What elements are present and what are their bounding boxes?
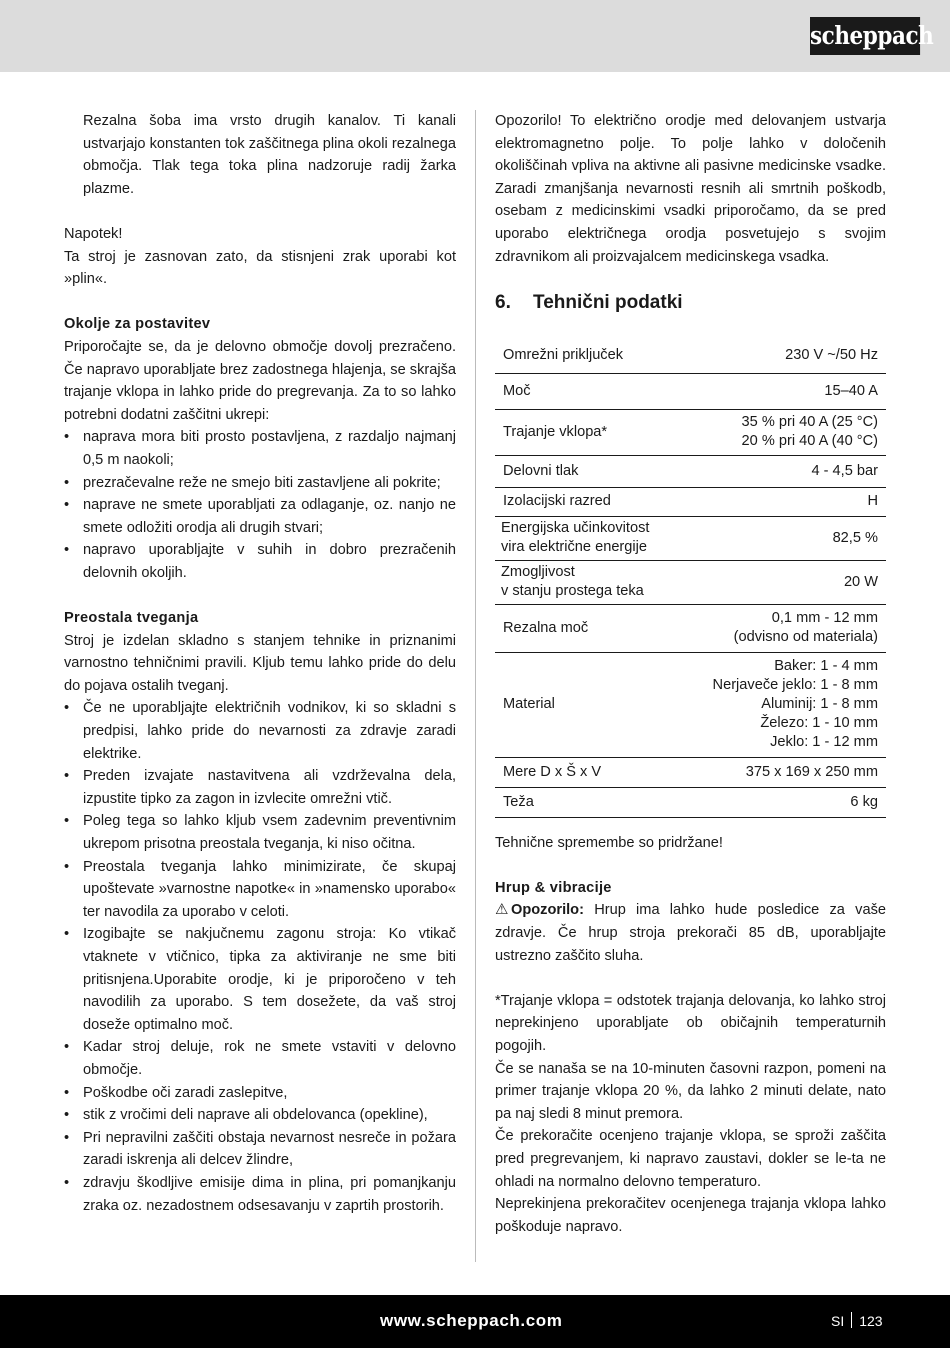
list-item: • Izogibajte se nakjučnemu zagonu stroja: Ko vtikač vtaknete v vtičnico, tipka za aktiviranje ne sme biti pritisnjena.Uporabite orodje, ki je priporočeno v teh navodilih za uporabo. S tem dosežete, da vaš stroj doseže optimalno moč.: [64, 923, 456, 1036]
list-item: • naprava mora biti prosto postavljena, z razdaljo najmanj 0,5 m naokoli;: [64, 426, 456, 471]
list-item: • stik z vročimi deli naprave ali obdelovanca (opekline),: [64, 1104, 456, 1127]
spec-label: Mere D x Š x V: [495, 757, 679, 787]
duty-cycle-paragraph: Če se nanaša se na 10-minuten časovni razpon, pomeni na primer trajanje vklopa 20 %, da lahko 2 minuti delate, nato pa naj sledi 8 minut premora.: [495, 1060, 886, 1122]
section-title: Tehnični podatki: [533, 292, 683, 314]
language-code: SI: [831, 1313, 845, 1329]
list-item: • napravo uporabljajte v suhih in dobro prezračenih delovnih okoljih.: [64, 539, 456, 584]
spec-label: Energijska učinkovitost vira električne energije: [495, 516, 679, 560]
table-row: [495, 604, 886, 652]
spec-value: 35 % pri 40 A (25 °C) 20 % pri 40 A (40 °C): [679, 409, 886, 455]
left-column: [64, 110, 456, 1217]
duty-cycle-paragraph: Če prekoračite ocenjeno trajanje vklopa, se sproži zaščita pred pregrevanjem, ki napravo zaustavi, dokler se le-ta ne ohladi na normalno delovno temperaturo.: [495, 1128, 886, 1190]
noise-warning: ⚠ Opozorilo: Hrup ima lahko hude posledice za vaše zdravje. Če hrup stroja prekorači 85 dB, uporabljajte ustrezno zaščito sluha.: [495, 901, 886, 964]
table-row: [495, 455, 886, 487]
spec-label: Izolacijski razred: [495, 487, 679, 516]
list-item: • Kadar stroj deluje, rok ne smete vstaviti v delovno območje.: [64, 1036, 456, 1081]
spec-label: Material: [495, 652, 679, 757]
spec-value: 375 x 169 x 250 mm: [679, 757, 886, 787]
table-row: [495, 652, 886, 757]
list-item: • Poškodbe oči zaradi zaslepitve,: [64, 1082, 456, 1105]
brand-logo: scheppach: [810, 17, 920, 55]
list-item: • prezračevalne reže ne smejo biti zastavljene ali pokrite;: [64, 472, 456, 495]
residual-risks-text: Stroj je izdelan skladno s stanjem tehnike in priznanimi varnostno tehničnimi pravili. Kljub temu lahko pride do delu do pojava ostalih tveganj.: [64, 632, 456, 694]
spec-value: 6 kg: [679, 787, 886, 817]
page-number: 123: [859, 1313, 883, 1329]
list-item: • Če ne uporabljajte električnih vodnikov, ki so skladni s predpisi, lahko pride do nevarnosti za zdravje zaradi elektrike.: [64, 697, 456, 765]
section-heading: [495, 290, 886, 316]
footer-bar: [0, 1295, 950, 1348]
table-row: [495, 560, 886, 604]
list-item: • Pri nepravilni zaščiti obstaja nevarnost nesreče in požara zaradi iskrenja ali delcev žlindre,: [64, 1127, 456, 1172]
emf-warning: Opozorilo! To električno orodje med delovanjem ustvarja elektromagnetno polje. To polje lahko v določenih okoliščinah vpliva na aktivne ali pasivne medicinske vsadke. Zaradi zmanjšanja nevarnosti resnih ali smrtnih poškodb, osebam z medicinskimi vsadki priporočamo, da se pred uporabo električnega orodja posvetujejo s svojim zdravnikom ali proizvajalcem medicinskega vsadka.: [495, 113, 886, 265]
table-row: [495, 516, 886, 560]
spec-label: Rezalna moč: [495, 604, 679, 652]
spec-value: 82,5 %: [679, 516, 886, 560]
list-item: • Preden izvajate nastavitvena ali vzdrževalna dela, izpustite tipko za zagon in izvlecite omrežni vtič.: [64, 765, 456, 810]
spec-value: 20 W: [679, 560, 886, 604]
right-column: [495, 110, 886, 1238]
table-row: [495, 373, 886, 409]
header-bar: [0, 0, 950, 72]
noise-heading: Hrup & vibracije: [495, 879, 612, 896]
warning-triangle-icon: ⚠: [495, 901, 509, 919]
table-row: [495, 409, 886, 455]
list-item: • naprave ne smete uporabljati za odlaganje, oz. nanjo ne smete odložiti orodja ali drugih stvari;: [64, 494, 456, 539]
residual-risks-list: [64, 697, 456, 1217]
technical-data-table: [495, 339, 886, 818]
spec-label: Omrežni priključek: [503, 347, 624, 364]
website-url: www.scheppach.com: [380, 1311, 563, 1330]
table-row: [495, 339, 886, 373]
reserved-notice: Tehnične spremembe so pridržane!: [495, 834, 723, 851]
note-text: Ta stroj je zasnovan zato, da stisnjeni zrak uporabi kot »plin«.: [64, 248, 456, 288]
column-divider: [475, 110, 476, 1262]
nozzle-intro: Rezalna šoba ima vrsto drugih kanalov. Ti kanali ustvarjajo konstanten tok zaščitnega plina okoli rezalnega območja. Tlak tega toka plina nadzoruje radij žarka plazme.: [83, 113, 456, 197]
spec-label: Delovni tlak: [495, 455, 679, 487]
spec-label: Zmogljivost v stanju prostega teka: [495, 560, 679, 604]
table-row: [495, 787, 886, 817]
list-item: • zdravju škodljive emisije dima in plina, pri pomanjkanju zraka oz. nezadostnem odsesavanju v zaprtih prostorih.: [64, 1172, 456, 1217]
residual-risks-heading: Preostala tveganja: [64, 610, 199, 627]
spec-value: 4 - 4,5 bar: [679, 455, 886, 487]
page-indicator: [831, 1309, 883, 1333]
environment-text: Priporočajte se, da je delovno območje dovolj prezračeno. Če napravo uporabljate brez zadostnega hlajenja, se skrajša trajanje vklopa in lahko pride do pregrevanja. Za to so lahko potrebni dodatni zaščitni ukrepi:: [64, 338, 456, 423]
note-title: Napotek!: [64, 225, 123, 242]
spec-label: Teža: [495, 787, 679, 817]
spec-value: 230 V ~/50 Hz: [785, 347, 878, 364]
section-number: 6.: [495, 292, 511, 314]
spec-label: Moč: [495, 373, 679, 409]
spec-value: 0,1 mm - 12 mm (odvisno od materiala): [679, 604, 886, 652]
spec-value: 15–40 A: [679, 373, 886, 409]
spec-value: H: [679, 487, 886, 516]
spec-label: Trajanje vklopa*: [495, 409, 679, 455]
spec-value: Baker: 1 - 4 mm Nerjaveče jeklo: 1 - 8 mm Aluminij: 1 - 8 mm Železo: 1 - 10 mm Jeklo: 1 - 12 mm: [679, 652, 886, 757]
list-item: • Preostala tveganja lahko minimizirate, če skupaj upoštevate »varnostne napotke« in »namensko uporabo« ter navodila za uporabo v celoti.: [64, 856, 456, 924]
table-row: [495, 487, 886, 516]
table-row: [495, 757, 886, 787]
environment-list: [64, 426, 456, 584]
environment-heading: Okolje za postavitev: [64, 316, 211, 333]
duty-cycle-paragraph: Neprekinjena prekoračitev ocenjenega trajanja vklopa lahko poškoduje napravo.: [495, 1196, 886, 1235]
duty-cycle-paragraph: *Trajanje vklopa = odstotek trajanja delovanja, ko lahko stroj neprekinjeno uporabljate ob običajnih temperaturnih pogojih.: [495, 992, 886, 1054]
list-item: • Poleg tega so lahko kljub vsem zadevnim preventivnim ukrepom prisotna preostala tveganja, ki niso očitna.: [64, 810, 456, 855]
